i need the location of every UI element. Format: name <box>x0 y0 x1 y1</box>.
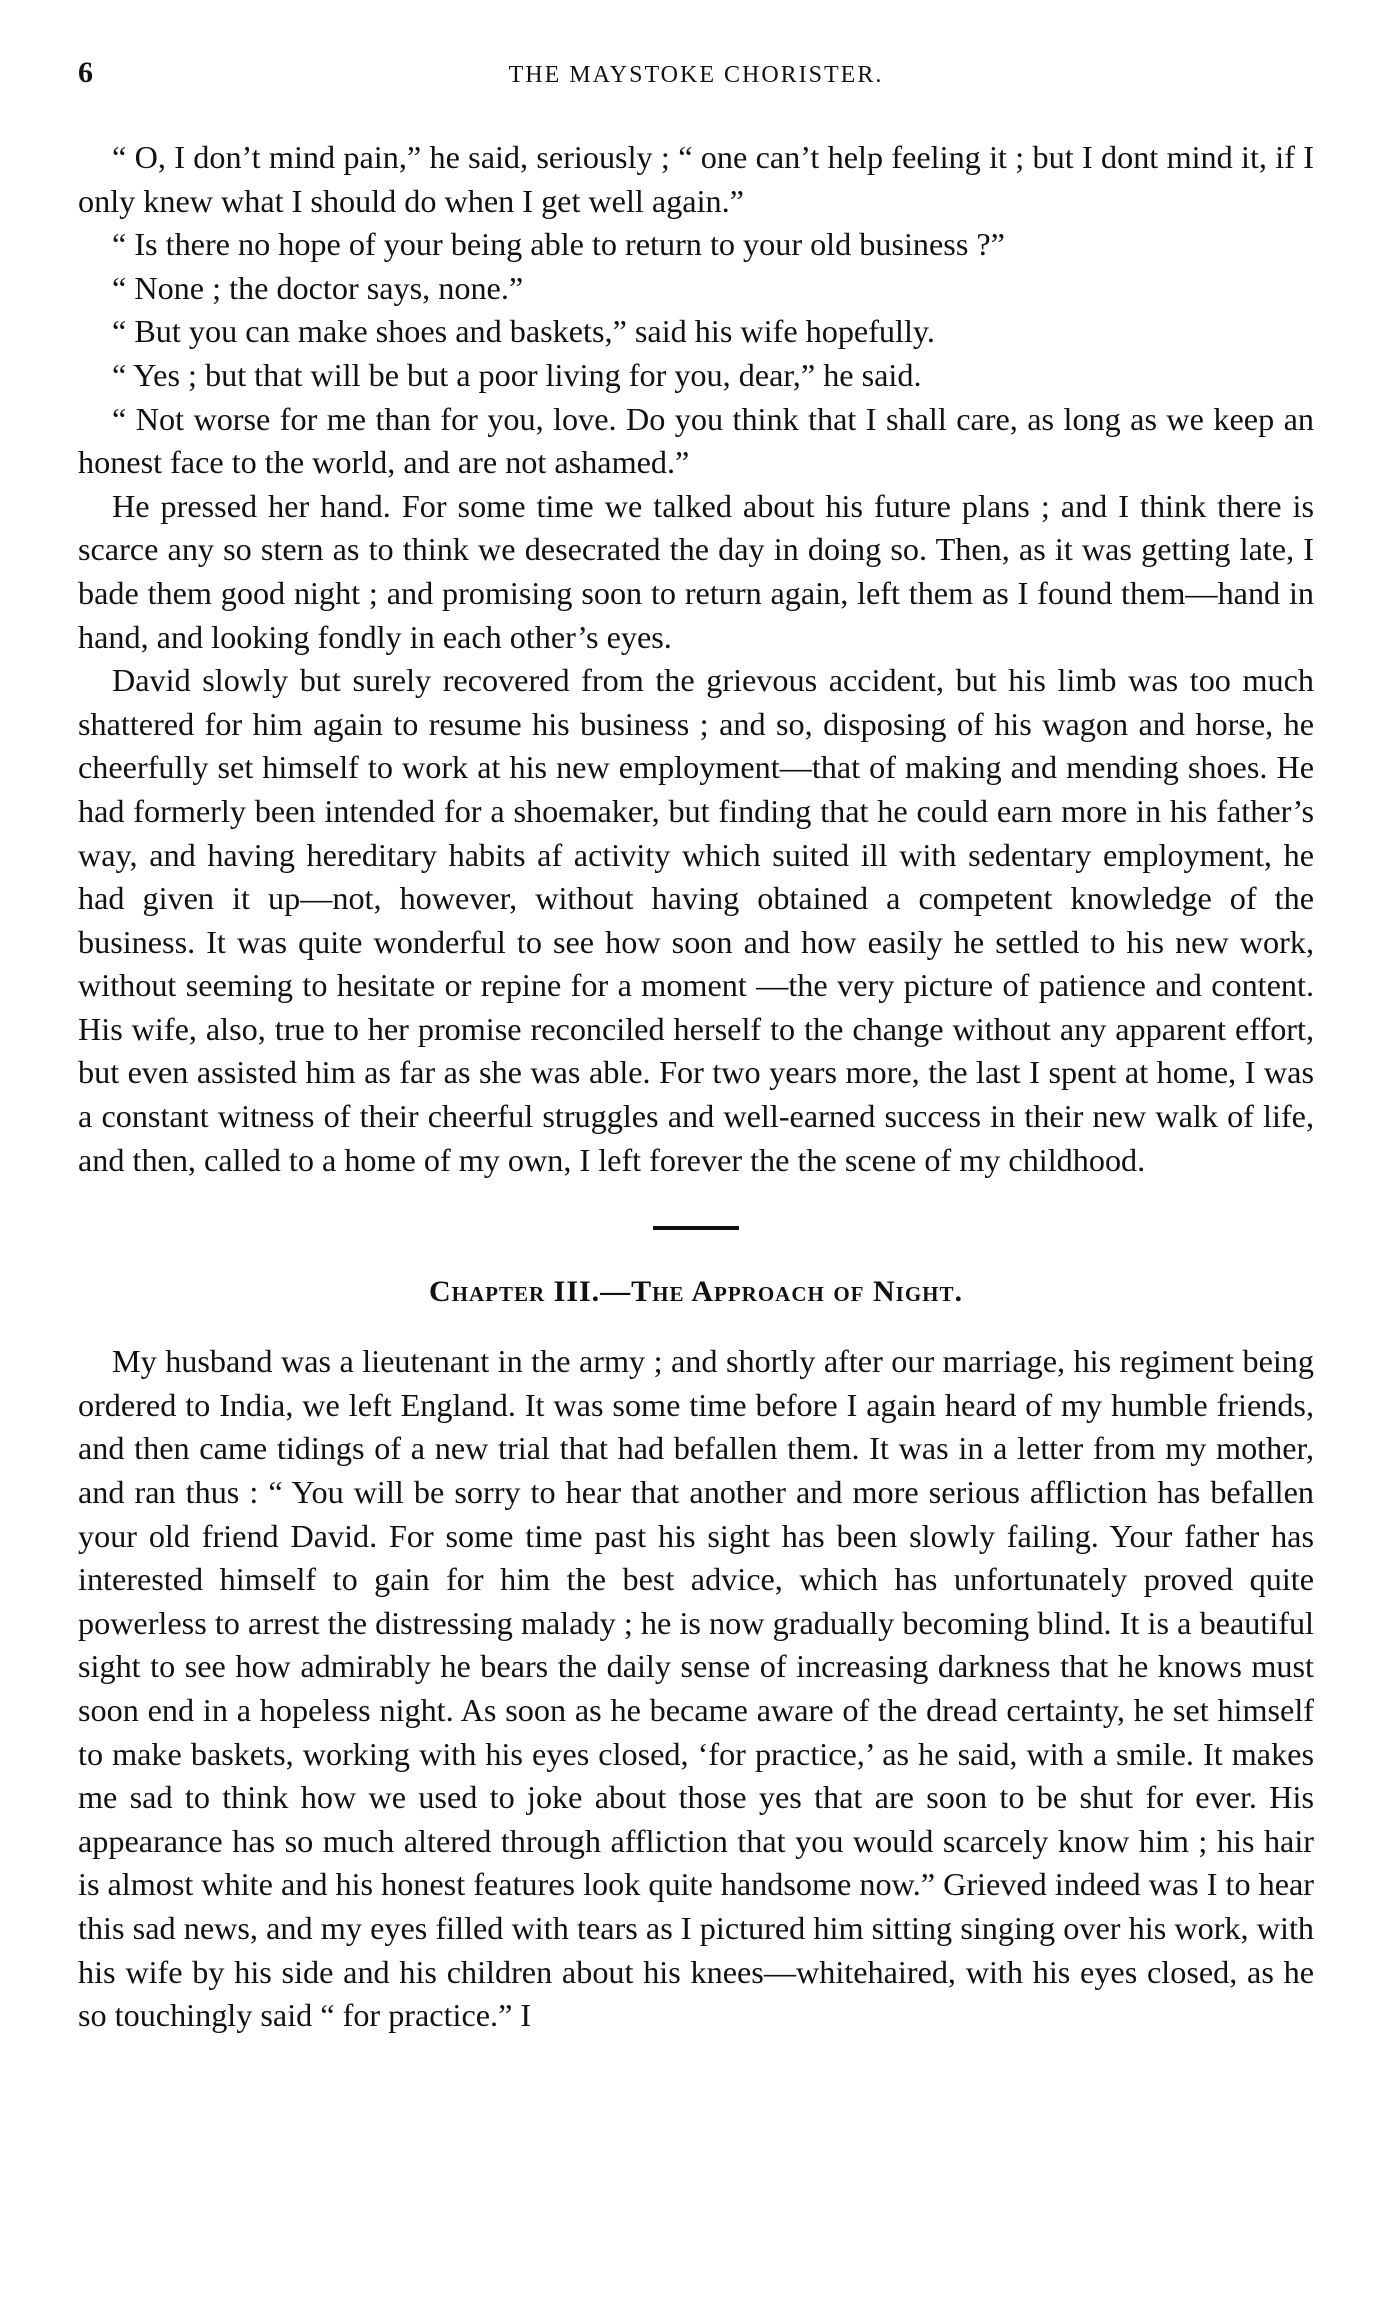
paragraph: “ Is there no hope of your being able to return to your old business ?” <box>112 226 1005 263</box>
page-number: 6 <box>78 56 93 89</box>
running-title: THE MAYSTOKE CHORISTER. <box>508 62 884 88</box>
book-page <box>78 56 1314 2038</box>
page-header <box>78 56 1314 106</box>
paragraph: My husband was a lieutenant in the army ; and shortly after our marriage, his regiment being ordered to India, we left England. It was some time before I again heard of my humble friends, and then came tidings of a new trial that had befallen them. It was in a letter from my mother, and ran thus : “ You will be sorry to hear that another and more serious affliction has befallen your old friend David. For some time past his sight has been slowly failing. Your father has interested himself to gain for him the best advice, which has unfortunately proved quite powerless to arrest the distressing malady ; he is now gradually becoming blind. It is a beautiful sight to see how admirably he bears the daily sense of increasing darkness that he knows must soon end in a hopeless night. As soon as he became aware of the dread certainty, he set himself to make baskets, working with his eyes closed, ‘for practice,’ as he said, with a smile. It makes me sad to think how we used to joke about those yes that are soon to be shut for ever. His appearance has so much altered through affliction that you would scarcely know him ; his hair is almost white and his honest features look quite handsome now.” Grieved indeed was I to hear this sad news, and my eyes filled with tears as I pictured him sitting singing over his work, with his wife by his side and his children about his knees—whitehaired, with his eyes closed, as he so touchingly said “ for practice.” I <box>78 1343 1314 2034</box>
paragraph: “ Not worse for me than for you, love. Do you think that I shall care, as long as we keep an honest face to the world, and are not ashamed.” <box>78 400 1314 481</box>
section-divider <box>653 1226 739 1230</box>
paragraph: “ None ; the doctor says, none.” <box>112 269 524 306</box>
chapter-heading: Chapter III.—The Approach of Night. <box>428 1275 964 1309</box>
paragraph: “ But you can make shoes and baskets,” said his wife hopefully. <box>112 313 935 350</box>
paragraph: “ O, I don’t mind pain,” he said, seriously ; “ one can’t help feeling it ; but I dont mind it, if I only knew what I should do when I get well again.” <box>78 139 1314 219</box>
paragraph: David slowly but surely recovered from the grievous accident, but his limb was too much shattered for him again to resume his business ; and so, disposing of his wagon and horse, he cheerfully set himself to work at his new employment—that of making and mending shoes. He had formerly been intended for a shoemaker, but finding that he could earn more in his father’s way, and having hereditary habits af activity which suited ill with sedentary employment, he had given it up—not, however, without having obtained a competent knowledge of the business. It was quite wonderful to see how soon and how easily he settled to his new work, without seeming to hesitate or repine for a moment —the very picture of patience and content. His wife, also, true to her promise reconciled herself to the change without any apparent effort, but even assisted him as far as she was able. For two years more, the last I spent at home, I was a constant witness of their cheerful struggles and well-earned success in their new walk of life, and then, called to a home of my own, I left forever the the scene of my childhood. <box>78 662 1314 1178</box>
paragraph: He pressed her hand. For some time we talked about his future plans ; and I think there is scarce any so stern as to think we desecrated the day in doing so. Then, as it was getting late, I bade them good night ; and promising soon to return again, left them as I found them—hand in hand, and looking fondly in each other’s eyes. <box>78 487 1314 655</box>
paragraph: “ Yes ; but that will be but a poor living for you, dear,” he said. <box>112 356 922 393</box>
body-text <box>78 136 1314 2038</box>
